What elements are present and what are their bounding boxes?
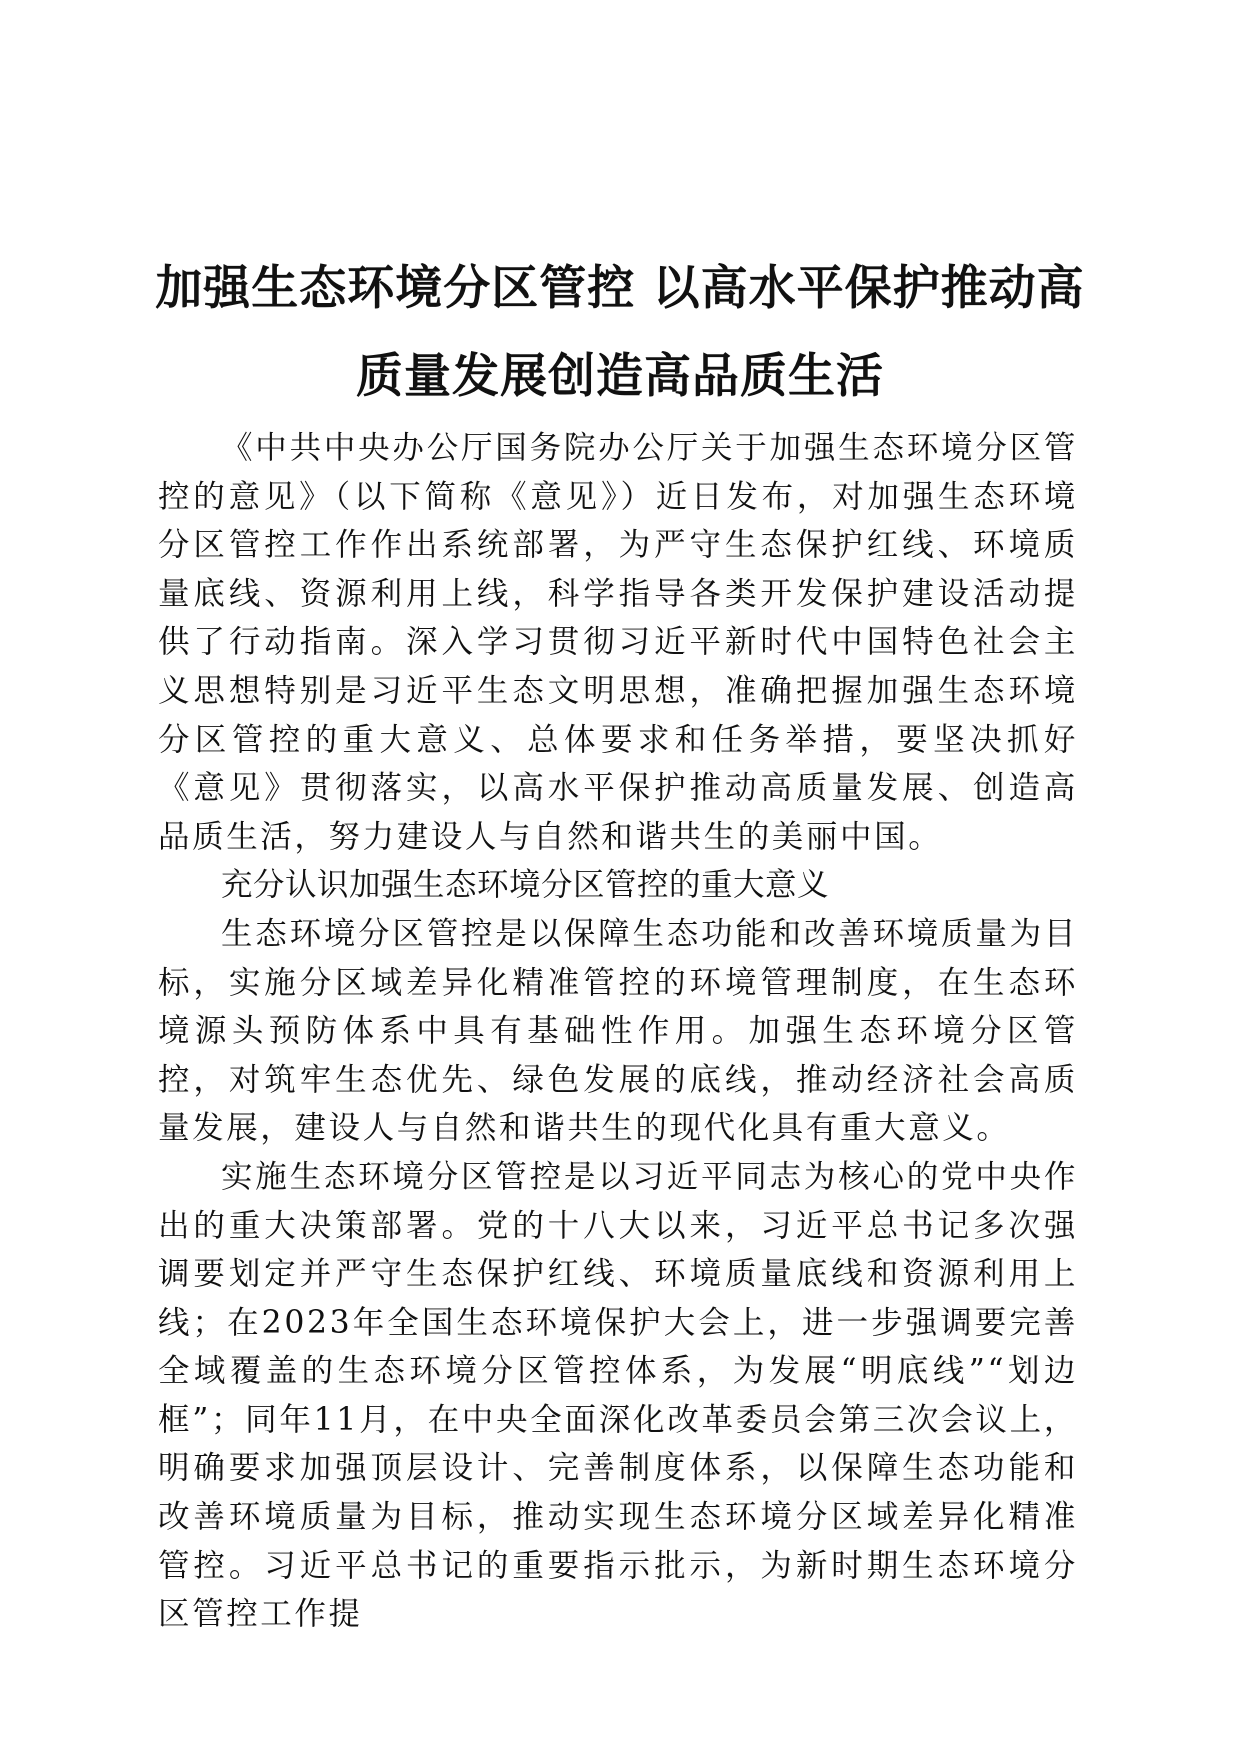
body-paragraph-1: 生态环境分区管控是以保障生态功能和改善环境质量为目标，实施分区域差异化精准管控的环境管理制度，在生态环境源头预防体系中具有基础性作用。加强生态环境分区管控，对筑牢生态优先、绿色发展的底线，推动经济社会高质量发展，建设人与自然和谐共生的现代化具有重大意义。 — [158, 915, 1078, 1147]
body-paragraph-2: 实施生态环境分区管控是以习近平同志为核心的党中央作出的重大决策部署。党的十八大以来，习近平总书记多次强调要划定并严守生态保护红线、环境质量底线和资源利用上线；在2023年全国生态环境保护大会上，进一步强调要完善全域覆盖的生态环境分区管控体系，为发展“明底线”“划边框”；同年11月，在中央全面深化改革委员会第三次会议上，明确要求加强顶层设计、完善制度体系，以保障生态功能和改善环境质量为目标，推动实现生态环境分区域差异化精准管控。习近平总书记的重要指示批示，为新时期生态环境分区管控工作提 — [158, 1158, 1078, 1633]
intro-paragraph: 《中共中央办公厅国务院办公厅关于加强生态环境分区管控的意见》（以下简称《意见》）近日发布，对加强生态环境分区管控工作作出系统部署，为严守生态保护红线、环境质量底线、资源利用上线，科学指导各类开发保护建设活动提供了行动指南。深入学习贯彻习近平新时代中国特色社会主义思想特别是习近平生态文明思想，准确把握加强生态环境分区管控的重大意义、总体要求和任务举措，要坚决抓好《意见》贯彻落实，以高水平保护推动高质量发展、创造高品质生活，努力建设人与自然和谐共生的美丽中国。 — [158, 430, 1078, 855]
section-heading: 充分认识加强生态环境分区管控的重大意义 — [221, 867, 830, 904]
document-title-line-1: 加强生态环境分区管控 以高水平保护推动高 — [155, 261, 1085, 316]
document-title-line-2: 质量发展创造高品质生活 — [356, 349, 884, 404]
document-body — [158, 424, 1078, 1639]
